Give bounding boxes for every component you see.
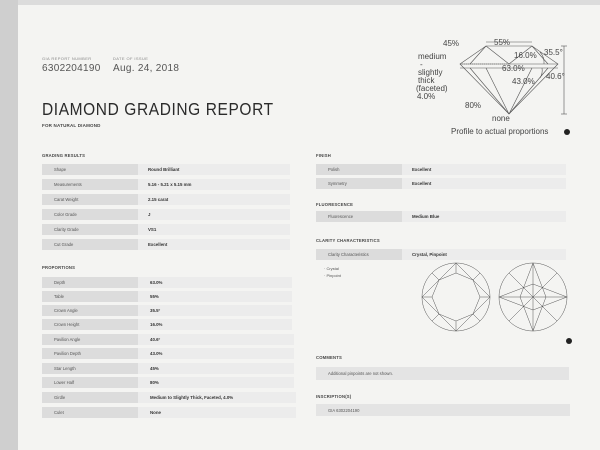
row-value: 40.6°	[150, 337, 161, 342]
row-value: Round Brilliant	[148, 167, 180, 172]
row-label: Carat Weight	[54, 197, 79, 202]
profile-star-length: 45%	[443, 39, 460, 48]
fluorescence-title: FLUORESCENCE	[316, 202, 354, 207]
table-row	[42, 407, 296, 418]
row-label: Polish	[328, 167, 340, 172]
row-value: 2.15 carat	[148, 197, 169, 202]
row-label: Pavilion Depth	[54, 351, 82, 356]
row-label: Shape	[54, 167, 67, 172]
profile-girdle-pct: 4.0%	[417, 92, 436, 101]
row-value: VS1	[148, 227, 157, 232]
row-label: Measurements	[54, 182, 82, 187]
row-label: Star Length	[54, 366, 76, 371]
table-row	[42, 224, 290, 235]
profile-girdle-medium: medium	[418, 52, 447, 61]
report-title: DIAMOND GRADING REPORT	[42, 100, 274, 120]
grading-results-title: GRADING RESULTS	[42, 153, 86, 158]
comments-box	[316, 367, 569, 380]
report-number-label: GIA REPORT NUMBER	[42, 56, 92, 61]
table-row	[42, 377, 294, 388]
row-value: 80%	[150, 380, 159, 385]
row-label: Table	[54, 294, 65, 299]
table-row	[42, 179, 290, 190]
inscription-box	[316, 404, 570, 416]
table-row	[42, 334, 294, 345]
profile-pavilion-angle: 40.6°	[546, 72, 565, 81]
report-subtitle: FOR NATURAL DIAMOND	[42, 123, 101, 128]
row-value: 55%	[150, 294, 159, 299]
table-row	[42, 239, 290, 250]
table-row	[42, 392, 296, 403]
row-label: Crown Angle	[54, 308, 78, 313]
table-row	[42, 363, 294, 374]
row-value: J	[148, 212, 151, 217]
profile-girdle-dash: -	[420, 60, 423, 69]
profile-caption: Profile to actual proportions	[451, 127, 549, 136]
row-label: Crown Height	[54, 322, 80, 327]
row-value: 45%	[150, 366, 159, 371]
table-row	[42, 291, 292, 302]
row-value: Crystal, Pinpoint	[412, 252, 447, 257]
profile-crown-height: 16.0%	[514, 51, 537, 60]
row-value: Medium Blue	[412, 214, 440, 219]
profile-lower-half: 80%	[465, 101, 482, 110]
row-value: Excellent	[412, 167, 432, 172]
table-row	[42, 305, 292, 316]
row-value: 16.0%	[150, 322, 163, 327]
page-edge-shadow	[0, 0, 18, 450]
registration-dot-bottom	[566, 338, 572, 344]
table-row	[316, 249, 566, 260]
comments-title: COMMENTS	[316, 355, 343, 360]
proportions-title: PROPORTIONS	[42, 265, 76, 270]
row-value: 35.5°	[150, 308, 161, 313]
row-value: None	[150, 410, 161, 415]
legend-crystal: · Crystal	[324, 266, 339, 271]
row-label: Clarity Characteristics	[328, 252, 369, 257]
table-row	[42, 194, 290, 205]
row-label: Culet	[54, 410, 64, 415]
row-value: 5.16 - 5.21 x 5.15 mm	[148, 182, 192, 187]
report-number: 6302204190	[42, 63, 101, 74]
table-row	[316, 164, 566, 175]
legend-pinpoint: · Pinpoint	[324, 273, 341, 278]
row-value: 63.0%	[150, 280, 163, 285]
table-row	[42, 209, 290, 220]
table-row	[42, 348, 294, 359]
table-row	[42, 164, 290, 175]
row-value: Medium to Slightly Thick, Faceted, 4.0%	[150, 395, 234, 400]
row-label: Pavilion Angle	[54, 337, 81, 342]
table-row	[316, 211, 566, 222]
registration-dot-top	[564, 129, 570, 135]
date-label: DATE OF ISSUE	[113, 56, 149, 61]
profile-total-depth: 63.0%	[502, 64, 525, 73]
clarity-plot-diagrams	[420, 260, 572, 335]
profile-girdle-thick: thick	[418, 76, 435, 85]
profile-girdle-faceted: (faceted)	[416, 84, 448, 93]
profile-crown-angle: 35.5°	[544, 48, 563, 57]
clarity-title: CLARITY CHARACTERISTICS	[316, 238, 380, 243]
row-label: Cut Grade	[54, 242, 74, 247]
comments-text: Additional pinpoints are not shown.	[328, 371, 393, 376]
row-label: Symmetry	[328, 181, 347, 186]
profile-culet: none	[492, 114, 510, 123]
issue-date: Aug. 24, 2018	[113, 63, 180, 74]
finish-title: FINISH	[316, 153, 331, 158]
row-label: Girdle	[54, 395, 66, 400]
row-label: Depth	[54, 280, 66, 285]
row-label: Fluorescence	[328, 214, 354, 219]
row-value: Excellent	[412, 181, 432, 186]
row-label: Lower Half	[54, 380, 75, 385]
row-label: Color Grade	[54, 212, 77, 217]
inscription-title: INSCRIPTION(S)	[316, 394, 352, 399]
inscription-text: GIA 6302204190	[328, 408, 360, 413]
row-label: Clarity Grade	[54, 227, 79, 232]
profile-table-pct: 55%	[494, 38, 511, 47]
profile-pavilion-depth: 43.0%	[512, 77, 535, 86]
table-row	[316, 178, 566, 189]
table-row	[42, 319, 292, 330]
table-row	[42, 277, 292, 288]
row-value: Excellent	[148, 242, 168, 247]
profile-girdle-slightly: slightly	[418, 68, 443, 77]
row-value: 43.0%	[150, 351, 163, 356]
